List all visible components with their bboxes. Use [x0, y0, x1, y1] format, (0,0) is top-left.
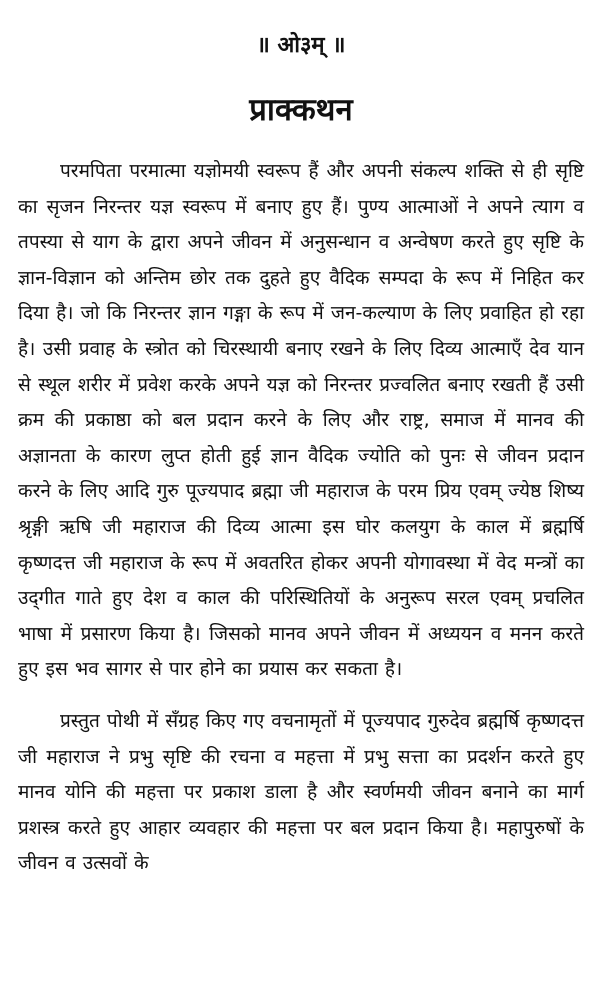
invocation-heading: ॥ ओ३म् ॥ [256, 33, 346, 58]
page-title: प्राक्कथन [249, 92, 353, 128]
paragraph-1: परमपिता परमात्मा यज्ञोमयी स्वरूप हैं और अपनी संकल्प शक्ति से ही सृष्टि का सृजन निरन्तर यज्ञ स्वरूप में बनाए हुए हैं। पुण्य आत्माओं ने अपने त्याग व तपस्या से याग के द्वारा अपने जीवन में अनुसन्धान व अन्वेषण करते हुए सृष्टि के ज्ञान-विज्ञान को अन्तिम छोर तक दुहते हुए वैदिक सम्पदा के रूप में निहित कर दिया है। जो कि निरन्तर ज्ञान गङ्गा के रूप में जन-कल्याण के लिए प्रवाहित हो रहा है। उसी प्रवाह के स्त्रोत को चिरस्थायी बनाए रखने के लिए दिव्य आत्माएँ देव यान से स्थूल शरीर में प्रवेश करके अपने यज्ञ को निरन्तर प्रज्वलित बनाए रखती हैं उसी क्रम की प्रकाष्ठा को बल प्रदान करने के लिए और राष्ट्र, समाज में मानव की अज्ञानता के कारण लुप्त होती हुई ज्ञान वैदिक ज्योति को पुनः से जीवन प्रदान करने के लिए आदि गुरु पूज्यपाद ब्रह्मा जी महाराज के परम प्रिय एवम् ज्येष्ठ शिष्य श्रृङ्गी ऋषि जी महाराज की दिव्य आत्मा इस घोर कलयुग के काल में ब्रह्मर्षि कृष्णदत्त जी महाराज के रूप में अवतरित होकर अपनी योगावस्था में वेद मन्त्रों का उद्‌गीत गाते हुए देश व काल की परिस्थितियों के अनुरूप सरल एवम् प्रचलित भाषा में प्रसारण किया है। जिसको मानव अपने जीवन में अध्ययन व मनन करते हुए इस भव सागर से पार होने का प्रयास कर सकता है। [18, 160, 584, 681]
paragraph-2: प्रस्तुत पोथी में सँग्रह किए गए वचनामृतों में पूज्यपाद गुरुदेव ब्रह्मर्षि कृष्णदत्त जी महाराज ने प्रभु सृष्टि की रचना व महत्ता में प्रभु सत्ता का प्रदर्शन करते हुए मानव योनि की महत्ता पर प्रकाश डाला है और स्वर्णमयी जीवन बनाने का मार्ग प्रशस्त्र करते हुए आहार व्यवहार की महत्ता पर बल प्रदान किया है। महापुरुषों के जीवन व उत्सवों के [18, 709, 584, 875]
